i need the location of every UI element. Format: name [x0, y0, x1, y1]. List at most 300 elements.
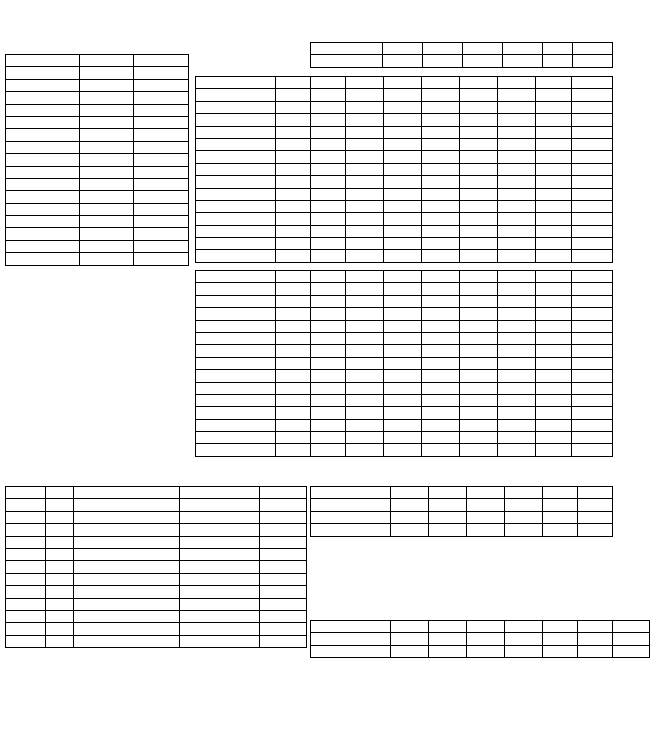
- data-cell: [80, 228, 134, 240]
- column-header: [613, 621, 650, 633]
- column-header: [503, 30, 543, 42]
- data-cell: [536, 444, 572, 456]
- column-header: [311, 621, 391, 633]
- data-cell: [422, 332, 460, 344]
- data-cell: [80, 104, 134, 116]
- data-cell: [384, 345, 422, 357]
- data-cell: [422, 101, 460, 113]
- data-cell: [346, 382, 384, 394]
- data-cell: [311, 89, 346, 101]
- data-cell: [384, 163, 422, 175]
- data-cell: [572, 357, 613, 369]
- data-cell: [346, 295, 384, 307]
- data-cell: [74, 561, 180, 573]
- table-row: [6, 154, 189, 166]
- data-cell: [572, 308, 613, 320]
- data-cell: [572, 163, 613, 175]
- column-header: [467, 621, 505, 633]
- data-cell: [460, 345, 498, 357]
- data-cell: [276, 345, 311, 357]
- data-cell: [384, 176, 422, 188]
- table-row: [196, 138, 613, 150]
- table-row: [196, 101, 613, 113]
- column-header: [543, 30, 573, 42]
- data-cell: [467, 645, 505, 657]
- data-cell: [134, 253, 189, 265]
- data-cell: [276, 444, 311, 456]
- data-cell: [536, 320, 572, 332]
- data-cell: [383, 55, 423, 67]
- row-label-cell: [196, 394, 276, 406]
- data-cell: [536, 308, 572, 320]
- column-header: [498, 271, 536, 283]
- column-header: [505, 621, 543, 633]
- data-cell: [572, 283, 613, 295]
- data-cell: [572, 114, 613, 126]
- data-cell: [391, 511, 429, 523]
- data-cell: [572, 394, 613, 406]
- data-cell: [276, 163, 311, 175]
- data-cell: [80, 141, 134, 153]
- data-cell: [80, 67, 134, 79]
- data-cell: [422, 151, 460, 163]
- data-cell: [422, 176, 460, 188]
- data-cell: [536, 345, 572, 357]
- data-cell: [384, 407, 422, 419]
- table-row: [6, 116, 189, 128]
- table-row: [6, 548, 307, 560]
- data-cell: [536, 176, 572, 188]
- data-cell: [134, 228, 189, 240]
- column-header: [46, 487, 74, 499]
- row-label-cell: [6, 623, 46, 635]
- row-label-cell: [6, 499, 46, 511]
- column-header: [498, 77, 536, 89]
- data-cell: [276, 370, 311, 382]
- table-row: [196, 89, 613, 101]
- data-cell: [80, 191, 134, 203]
- data-cell: [180, 598, 260, 610]
- data-cell: [460, 394, 498, 406]
- data-cell: [429, 633, 467, 645]
- data-cell: [134, 141, 189, 153]
- table-row: [196, 370, 613, 382]
- data-cell: [573, 42, 613, 54]
- data-cell: [346, 151, 384, 163]
- table-row: [6, 67, 189, 79]
- data-cell: [391, 633, 429, 645]
- data-cell: [311, 213, 346, 225]
- data-cell: [80, 166, 134, 178]
- data-cell: [384, 89, 422, 101]
- column-header: [536, 271, 572, 283]
- table-row: [196, 188, 613, 200]
- data-cell: [463, 55, 503, 67]
- data-cell: [134, 129, 189, 141]
- data-cell: [573, 55, 613, 67]
- row-label-cell: [196, 432, 276, 444]
- data-cell: [311, 419, 346, 431]
- data-cell: [311, 308, 346, 320]
- data-cell: [74, 610, 180, 622]
- data-cell: [384, 382, 422, 394]
- table-row: [6, 536, 307, 548]
- table-row: [196, 163, 613, 175]
- data-cell: [498, 200, 536, 212]
- column-header: [6, 55, 80, 67]
- column-header: [260, 487, 307, 499]
- data-cell: [311, 188, 346, 200]
- passing-table: [310, 486, 613, 537]
- data-cell: [536, 225, 572, 237]
- data-cell: [384, 238, 422, 250]
- data-cell: [498, 444, 536, 456]
- data-cell: [536, 89, 572, 101]
- defense-table: [195, 76, 613, 263]
- data-cell: [180, 623, 260, 635]
- table-row: [196, 176, 613, 188]
- data-cell: [346, 283, 384, 295]
- data-cell: [346, 250, 384, 262]
- data-cell: [422, 200, 460, 212]
- table-row: [196, 432, 613, 444]
- data-cell: [346, 101, 384, 113]
- data-cell: [134, 178, 189, 190]
- column-header: [311, 487, 391, 499]
- data-cell: [423, 42, 463, 54]
- table-row: [6, 166, 189, 178]
- data-cell: [422, 419, 460, 431]
- data-cell: [346, 176, 384, 188]
- data-cell: [384, 320, 422, 332]
- data-cell: [572, 419, 613, 431]
- data-cell: [276, 407, 311, 419]
- row-label-cell: [6, 67, 80, 79]
- data-cell: [46, 511, 74, 523]
- table-row: [196, 394, 613, 406]
- data-cell: [80, 116, 134, 128]
- data-cell: [572, 295, 613, 307]
- data-cell: [460, 332, 498, 344]
- data-cell: [460, 101, 498, 113]
- data-cell: [467, 633, 505, 645]
- data-cell: [543, 524, 578, 536]
- data-cell: [276, 357, 311, 369]
- row-label-cell: [6, 548, 46, 560]
- data-cell: [498, 176, 536, 188]
- data-cell: [74, 548, 180, 560]
- data-cell: [536, 188, 572, 200]
- data-cell: [180, 524, 260, 536]
- data-cell: [276, 382, 311, 394]
- data-cell: [536, 432, 572, 444]
- table-row: [196, 345, 613, 357]
- data-cell: [498, 432, 536, 444]
- header-row: [311, 30, 613, 42]
- data-cell: [463, 42, 503, 54]
- data-cell: [260, 561, 307, 573]
- data-cell: [383, 42, 423, 54]
- data-cell: [311, 114, 346, 126]
- data-cell: [260, 635, 307, 647]
- data-cell: [572, 250, 613, 262]
- data-cell: [422, 407, 460, 419]
- table-row: [6, 228, 189, 240]
- rush-rec-table: [195, 270, 613, 457]
- table-row: [196, 238, 613, 250]
- data-cell: [422, 320, 460, 332]
- data-cell: [503, 42, 543, 54]
- column-header: [467, 487, 505, 499]
- column-header: [311, 271, 346, 283]
- table-row: [6, 129, 189, 141]
- data-cell: [613, 633, 650, 645]
- column-header: [572, 77, 613, 89]
- table-row: [196, 419, 613, 431]
- table-row: [6, 499, 307, 511]
- row-label-cell: [196, 295, 276, 307]
- column-header: [543, 621, 578, 633]
- data-cell: [467, 499, 505, 511]
- data-cell: [74, 573, 180, 585]
- column-header: [536, 77, 572, 89]
- data-cell: [572, 101, 613, 113]
- data-cell: [460, 126, 498, 138]
- data-cell: [276, 432, 311, 444]
- data-cell: [578, 645, 613, 657]
- data-cell: [460, 382, 498, 394]
- column-header: [391, 621, 429, 633]
- data-cell: [429, 499, 467, 511]
- data-cell: [134, 154, 189, 166]
- data-cell: [422, 163, 460, 175]
- data-cell: [311, 225, 346, 237]
- data-cell: [536, 419, 572, 431]
- data-cell: [391, 645, 429, 657]
- data-cell: [572, 432, 613, 444]
- row-label-cell: [196, 407, 276, 419]
- column-header: [572, 271, 613, 283]
- data-cell: [180, 586, 260, 598]
- data-cell: [180, 573, 260, 585]
- data-cell: [572, 382, 613, 394]
- table-row: [196, 200, 613, 212]
- row-label-cell: [6, 141, 80, 153]
- header-row: [196, 77, 613, 89]
- data-cell: [346, 394, 384, 406]
- row-label-cell: [196, 238, 276, 250]
- data-cell: [460, 138, 498, 150]
- header-row: [6, 487, 307, 499]
- table-row: [196, 250, 613, 262]
- data-cell: [384, 432, 422, 444]
- data-cell: [346, 188, 384, 200]
- data-cell: [311, 357, 346, 369]
- column-header: [80, 55, 134, 67]
- data-cell: [572, 370, 613, 382]
- data-cell: [384, 126, 422, 138]
- row-label-cell: [196, 163, 276, 175]
- data-cell: [46, 561, 74, 573]
- data-cell: [276, 295, 311, 307]
- data-cell: [460, 419, 498, 431]
- data-cell: [460, 176, 498, 188]
- row-label-cell: [196, 126, 276, 138]
- table-row: [6, 598, 307, 610]
- data-cell: [80, 129, 134, 141]
- column-header: [74, 487, 180, 499]
- row-label-cell: [196, 283, 276, 295]
- data-cell: [346, 444, 384, 456]
- column-header: [276, 77, 311, 89]
- data-cell: [460, 200, 498, 212]
- row-label-cell: [6, 511, 46, 523]
- table-row: [196, 295, 613, 307]
- data-cell: [46, 548, 74, 560]
- row-label-cell: [196, 345, 276, 357]
- row-label-cell: [196, 370, 276, 382]
- data-cell: [180, 536, 260, 548]
- column-header: [463, 30, 503, 42]
- data-cell: [346, 370, 384, 382]
- data-cell: [80, 253, 134, 265]
- data-cell: [498, 357, 536, 369]
- column-header: [196, 271, 276, 283]
- row-label-cell: [6, 536, 46, 548]
- data-cell: [276, 188, 311, 200]
- data-cell: [460, 432, 498, 444]
- data-cell: [422, 444, 460, 456]
- data-cell: [460, 213, 498, 225]
- data-cell: [80, 178, 134, 190]
- table-row: [6, 178, 189, 190]
- data-cell: [572, 151, 613, 163]
- data-cell: [498, 250, 536, 262]
- data-cell: [134, 116, 189, 128]
- data-cell: [276, 238, 311, 250]
- table-row: [196, 320, 613, 332]
- row-label-cell: [6, 524, 46, 536]
- data-cell: [460, 357, 498, 369]
- data-cell: [346, 238, 384, 250]
- data-cell: [260, 598, 307, 610]
- data-cell: [498, 188, 536, 200]
- row-label-cell: [196, 308, 276, 320]
- data-cell: [384, 213, 422, 225]
- data-cell: [422, 394, 460, 406]
- data-cell: [572, 138, 613, 150]
- data-cell: [422, 238, 460, 250]
- row-label-cell: [311, 524, 391, 536]
- data-cell: [543, 645, 578, 657]
- data-cell: [572, 188, 613, 200]
- data-cell: [384, 151, 422, 163]
- row-label-cell: [6, 79, 80, 91]
- data-cell: [536, 357, 572, 369]
- data-cell: [505, 633, 543, 645]
- header-row: [6, 55, 189, 67]
- row-label-cell: [196, 382, 276, 394]
- data-cell: [276, 419, 311, 431]
- table-row: [311, 499, 613, 511]
- column-header: [384, 77, 422, 89]
- table-row: [6, 586, 307, 598]
- data-cell: [460, 151, 498, 163]
- data-cell: [572, 225, 613, 237]
- table-row: [6, 92, 189, 104]
- data-cell: [180, 548, 260, 560]
- data-cell: [134, 67, 189, 79]
- data-cell: [422, 89, 460, 101]
- data-cell: [80, 216, 134, 228]
- data-cell: [74, 635, 180, 647]
- data-cell: [74, 623, 180, 635]
- table-row: [6, 610, 307, 622]
- column-header: [180, 487, 260, 499]
- data-cell: [498, 345, 536, 357]
- data-cell: [467, 511, 505, 523]
- row-label-cell: [196, 200, 276, 212]
- row-label-cell: [196, 151, 276, 163]
- table-row: [6, 203, 189, 215]
- table-row: [196, 407, 613, 419]
- data-cell: [429, 645, 467, 657]
- table-row: [6, 104, 189, 116]
- row-label-cell: [6, 598, 46, 610]
- data-cell: [311, 295, 346, 307]
- row-label-cell: [6, 561, 46, 573]
- data-cell: [276, 225, 311, 237]
- data-cell: [311, 238, 346, 250]
- data-cell: [311, 151, 346, 163]
- data-cell: [536, 250, 572, 262]
- data-cell: [543, 42, 573, 54]
- table-row: [196, 151, 613, 163]
- data-cell: [276, 332, 311, 344]
- data-cell: [422, 370, 460, 382]
- data-cell: [180, 511, 260, 523]
- data-cell: [460, 295, 498, 307]
- column-header: [391, 487, 429, 499]
- data-cell: [260, 573, 307, 585]
- data-cell: [74, 586, 180, 598]
- data-cell: [422, 188, 460, 200]
- data-cell: [505, 511, 543, 523]
- data-cell: [498, 419, 536, 431]
- data-cell: [384, 114, 422, 126]
- row-label-cell: [311, 645, 391, 657]
- row-label-cell: [196, 320, 276, 332]
- data-cell: [572, 345, 613, 357]
- data-cell: [311, 407, 346, 419]
- column-header: [311, 77, 346, 89]
- table-row: [6, 524, 307, 536]
- data-cell: [80, 79, 134, 91]
- table-row: [196, 283, 613, 295]
- data-cell: [276, 114, 311, 126]
- data-cell: [74, 524, 180, 536]
- data-cell: [346, 138, 384, 150]
- data-cell: [311, 138, 346, 150]
- data-cell: [536, 407, 572, 419]
- column-header: [346, 271, 384, 283]
- data-cell: [422, 345, 460, 357]
- data-cell: [536, 295, 572, 307]
- data-cell: [180, 561, 260, 573]
- table-row: [196, 444, 613, 456]
- row-label-cell: [196, 213, 276, 225]
- column-header: [383, 30, 423, 42]
